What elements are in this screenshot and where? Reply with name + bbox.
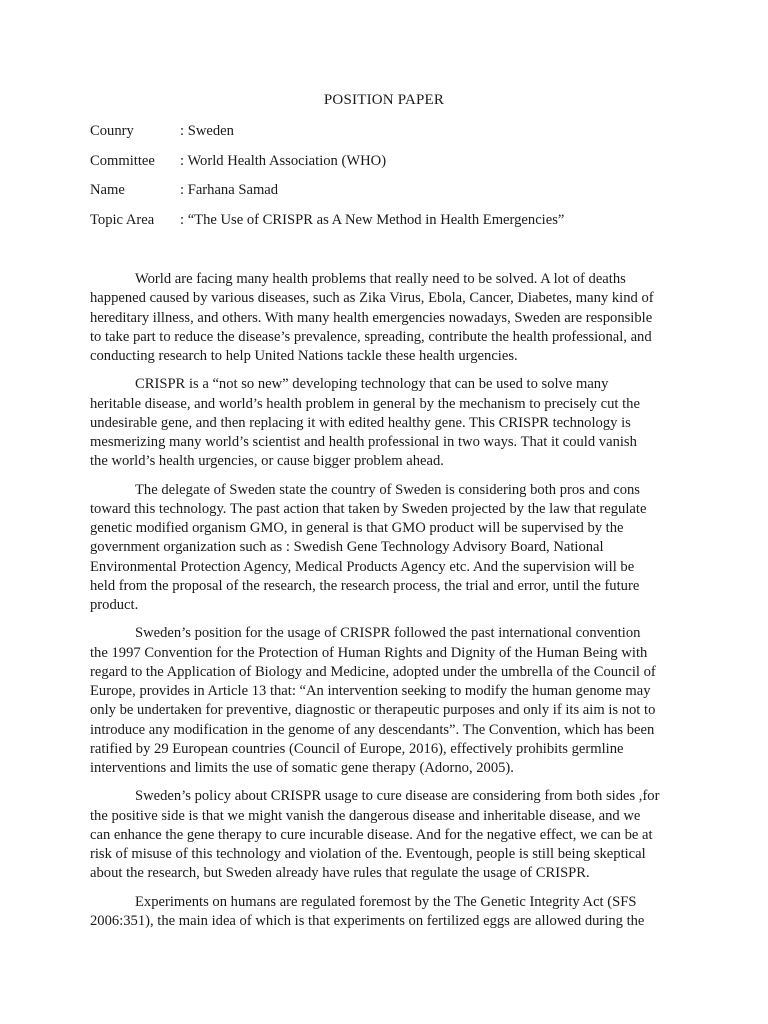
text-line: 2006:351), the main idea of which is that experiments on fertilized eggs are allowed during the — [90, 912, 645, 929]
meta-label: Committee — [90, 152, 155, 169]
text-line: Environmental Protection Agency, Medical Products Agency etc. And the supervision will be — [90, 558, 635, 575]
text-line: Experiments on humans are regulated foremost by the The Genetic Integrity Act (SFS — [135, 893, 637, 910]
text-line: product. — [90, 597, 139, 613]
text-line: World are facing many health problems that really need to be solved. A lot of deaths — [135, 271, 626, 287]
text-line: mesmerizing many world’s scientist and health professional in two ways. That it could vanish — [90, 434, 637, 450]
text-line: about the research, but Sweden already have rules that regulate the usage of CRISPR. — [90, 865, 590, 882]
text-line: regard to the Application of Biology and Medicine, adopted under the umbrella of the Council of — [90, 663, 656, 680]
paragraph — [90, 375, 678, 471]
text-line: undesirable gene, and then replacing it with edited healthy gene. This CRISPR technology is — [90, 414, 631, 431]
meta-row-topic-area — [90, 212, 690, 242]
paragraph — [90, 893, 678, 932]
text-line: the world’s health urgencies, or cause bigger problem ahead. — [90, 453, 444, 470]
text-line: interventions and limits the use of somatic gene therapy (Adorno, 2005). — [90, 760, 514, 776]
meta-value: : Farhana Samad — [180, 182, 279, 198]
meta-row-name — [90, 182, 690, 212]
text-line: Sweden’s policy about CRISPR usage to cure disease are considering from both sides ,for — [135, 788, 660, 805]
text-line: risk of misuse of this technology and violation of the. Eventough, people is still being skeptical — [90, 846, 646, 862]
text-line: toward this technology. The past action that taken by Sweden projected by the law that regulate — [90, 500, 647, 517]
page-title: POSITION PAPER — [323, 92, 445, 108]
text-line: to take part to reduce the disease’s prevalence, spreading, contribute the health professional, and — [90, 328, 652, 345]
text-line: Europe, provides in Article 13 that: “An intervention seeking to modify the human genome may — [90, 683, 651, 699]
paragraph — [90, 787, 678, 883]
text-line: CRISPR is a “not so new” developing technology that can be used to solve many — [135, 376, 609, 393]
text-line: the 1997 Convention for the Protection of Human Rights and Dignity of the Human Being with — [90, 644, 648, 661]
text-line: The delegate of Sweden state the country of Sweden is considering both pros and cons — [135, 481, 640, 498]
text-line: hereditary illness, and others. With many health emergencies nowadays, Sweden are responsible — [90, 309, 653, 326]
meta-block — [90, 123, 690, 241]
meta-value: : World Health Association (WHO) — [180, 152, 387, 169]
text-line: genetic modified organism GMO, in general is that GMO product will be supervised by the — [90, 520, 624, 536]
paragraph — [90, 270, 678, 366]
text-line: government organization such as : Swedish Gene Technology Advisory Board, National — [90, 539, 604, 556]
text-line: Sweden’s position for the usage of CRISPR followed the past international convention — [135, 625, 641, 642]
text-line: conducting research to help United Nations tackle these health urgencies. — [90, 348, 518, 364]
text-line: can enhance the gene therapy to cure incurable disease. And for the negative effect, we can be at — [90, 826, 653, 843]
meta-row-country — [90, 123, 690, 153]
body-text — [90, 270, 678, 940]
meta-value: : Sweden — [180, 123, 234, 139]
text-line: held from the proposal of the research, the research process, the trial and error, until the future — [90, 577, 640, 594]
meta-label: Topic Area — [90, 211, 155, 228]
paragraph — [90, 481, 678, 616]
meta-value: : “The Use of CRISPR as A New Method in Health Emergencies” — [180, 211, 565, 228]
text-line: introduce any modification in the genome of any descendants”. The Convention, which has been — [90, 721, 655, 738]
text-line: happened caused by various diseases, such as Zika Virus, Ebola, Cancer, Diabetes, many kind of — [90, 290, 654, 307]
text-line: ratified by 29 European countries (Council of Europe, 2016), effectively prohibits germline — [90, 740, 624, 757]
meta-label: Counry — [90, 123, 134, 139]
text-line: heritable disease, and world’s health problem in general by the mechanism to precisely cut the — [90, 395, 640, 412]
text-line: the positive side is that we might vanish the dangerous disease and inheritable disease, and we — [90, 807, 641, 824]
paragraph — [90, 624, 678, 778]
meta-row-committee — [90, 153, 690, 183]
meta-label: Name — [90, 182, 125, 198]
text-line: only be undertaken for preventive, diagnostic or therapeutic purposes and only if its aim is not to — [90, 702, 656, 719]
